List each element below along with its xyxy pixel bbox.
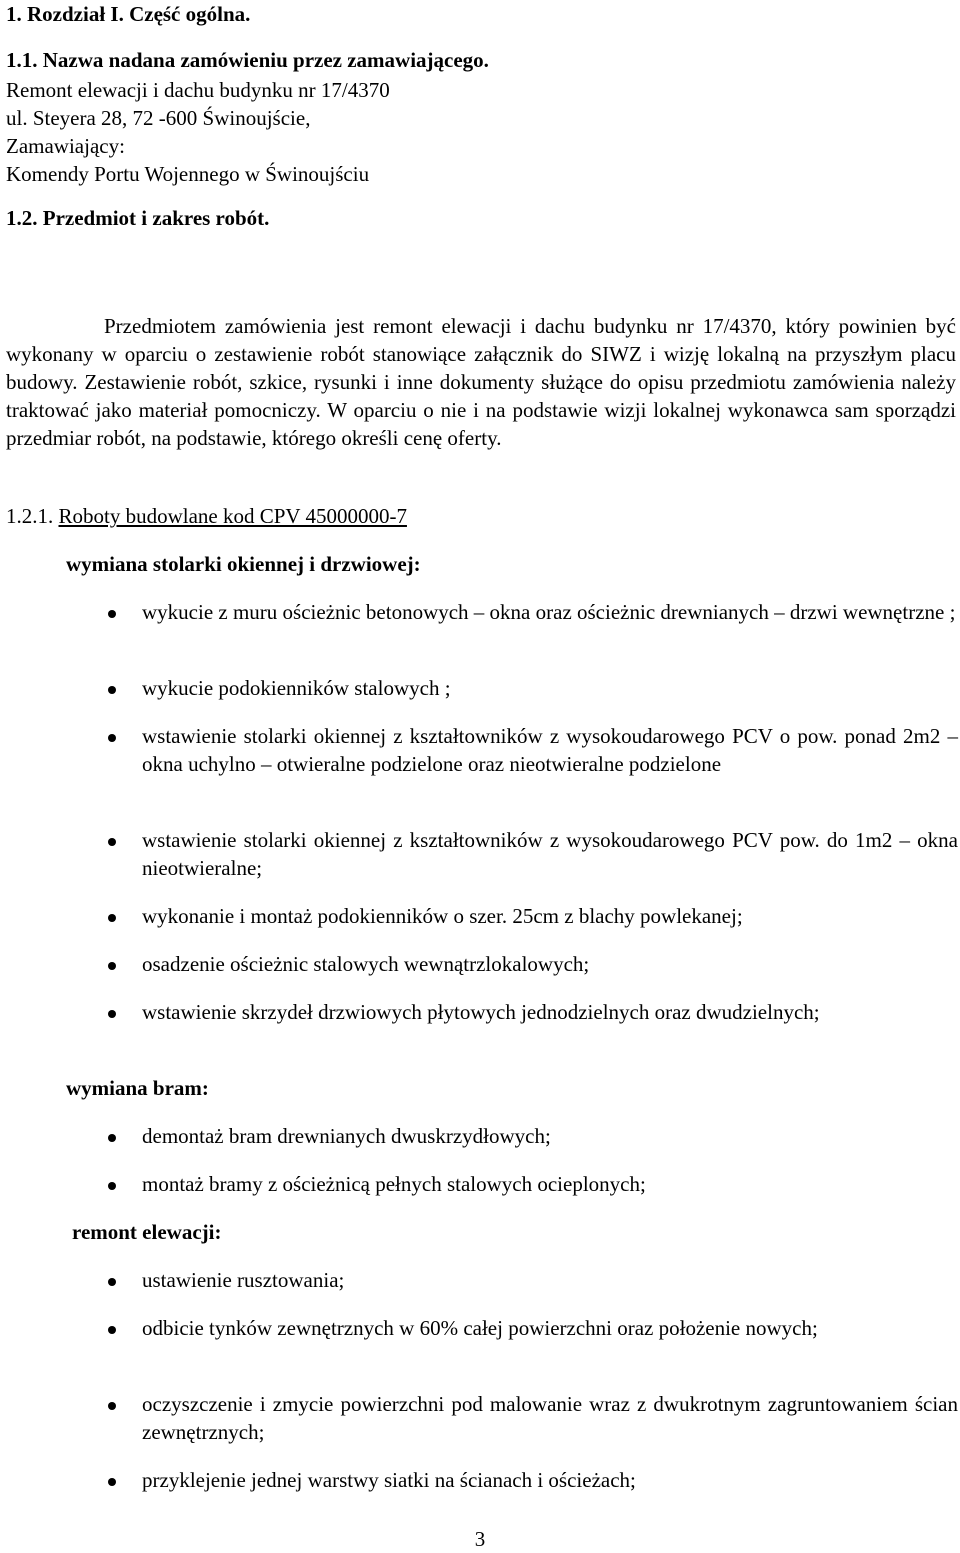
bullet-icon: [108, 1478, 116, 1486]
bullet-icon: [108, 914, 116, 922]
group-title-facade: remont elewacji:: [72, 1220, 222, 1244]
info-line: Komendy Portu Wojennego w Świnoujściu: [6, 162, 370, 186]
group-title-gates: wymiana bram:: [66, 1076, 209, 1100]
bullet-icon: [108, 610, 116, 618]
section-number: 1.2.1.: [6, 504, 54, 528]
page-number: 3: [474, 1527, 486, 1551]
document-page: 1. Rozdział I. Część ogólna. 1.1. Nazwa nadana zamówieniu przez zamawiającego. Remont elewacji i dachu budynku nr 17/4370 ul. Steyera 28, 72 -600 Świnoujście, Zamawiający: Komendy Portu Wojennego w Świnoujściu 1.2. Przedmiot i zakres robót. Przedmiotem zamówienia jest remont elewacji i dachu budynku nr 17/4370, który powinien być wykonany w oparciu o zestawienie robót stanowiące załącznik do SIWZ i wizję lokalną na przyszłym placu budowy. Zestawienie robót, szkice, rysunki i inne dokumenty służące do opisu przedmiotu zamówienia należy traktować jako materiał pomocniczy. W oparciu o nie i na podstawie wizji lokalnej wykonawca sam sporządzi przedmiar robót, na podstawie, którego określi cenę oferty. 1.2.1. Roboty budowlane kod CPV 45000000-7 wymiana stolarki okiennej i drzwiowej: wykucie z muru ościeżnic betonowych – okna oraz ościeżnic drewnianych – drzwi wewnętrzne ; wykucie podokienników stalowych ; wstawienie stolarki okiennej z kształtowników z wysokoudarowego PCV o pow. ponad 2m2 – okna uchylno – otwieralne podzielone oraz nieotwieralne podzielone wstawienie stolarki okiennej z kształtowników z wysokoudarowego PCV pow. do 1m2 – okna nieotwieralne; wykonanie i montaż podokienników o szer. 25cm z blachy powlekanej; osadzenie ościeżnic stalowych wewnątrzlokalowych; wstawienie skrzydeł drzwiowych płytowych jednodzielnych oraz dwudzielnych; wymiana bram: demontaż bram drewnianych dwuskrzydłowych; montaż bramy z ościeżnicą pełnych stalowych ocieplonych; remont elewacji: ustawienie rusztowania; odbicie tynków zewnętrznych w 60% całej powierzchni oraz położenie nowych; oczyszczenie i zmycie powierzchni pod malowanie wraz z dwukrotnym zagruntowaniem ścian zewnętrznych; przyklejenie jednej warstwy siatki na ścianach i ościeżach; 3: [0, 0, 960, 1546]
section-heading-1-2-1: [6, 502, 407, 530]
bullet-icon: [108, 1278, 116, 1286]
info-line: Zamawiający:: [6, 134, 125, 158]
section-heading-1-1: 1.1. Nazwa nadana zamówieniu przez zamawiającego.: [6, 48, 489, 72]
chapter-heading: 1. Rozdział I. Część ogólna.: [6, 2, 251, 26]
bullet-icon: [108, 838, 116, 846]
description-text: Przedmiotem zamówienia jest remont elewacji i dachu budynku nr 17/4370, który powinien być wykonany w oparciu o zestawienie robót stanowiące załącznik do SIWZ i wizję lokalną na przyszłym placu budowy. Zestawienie robót, szkice, rysunki i inne dokumenty służące do opisu przedmiotu zamówienia należy traktować jako materiał pomocniczy. W oparciu o nie i na podstawie wizji lokalnej wykonawca sam sporządzi przedmiar robót, na podstawie, którego określi cenę oferty.: [6, 314, 956, 450]
bullet-icon: [108, 734, 116, 742]
bullet-icon: [108, 1326, 116, 1334]
bullet-icon: [108, 1402, 116, 1410]
bullet-icon: [108, 686, 116, 694]
section-title: Roboty budowlane kod CPV 45000000-7: [58, 504, 407, 528]
group-title-windows-doors: wymiana stolarki okiennej i drzwiowej:: [66, 552, 421, 576]
info-line: Remont elewacji i dachu budynku nr 17/4370: [6, 78, 390, 102]
bullet-icon: [108, 962, 116, 970]
bullet-icon: [108, 1182, 116, 1190]
section-heading-1-2: 1.2. Przedmiot i zakres robót.: [6, 206, 270, 230]
bullet-icon: [108, 1134, 116, 1142]
description-paragraph: [6, 312, 956, 452]
info-line: ul. Steyera 28, 72 -600 Świnoujście,: [6, 106, 311, 130]
bullet-icon: [108, 1010, 116, 1018]
